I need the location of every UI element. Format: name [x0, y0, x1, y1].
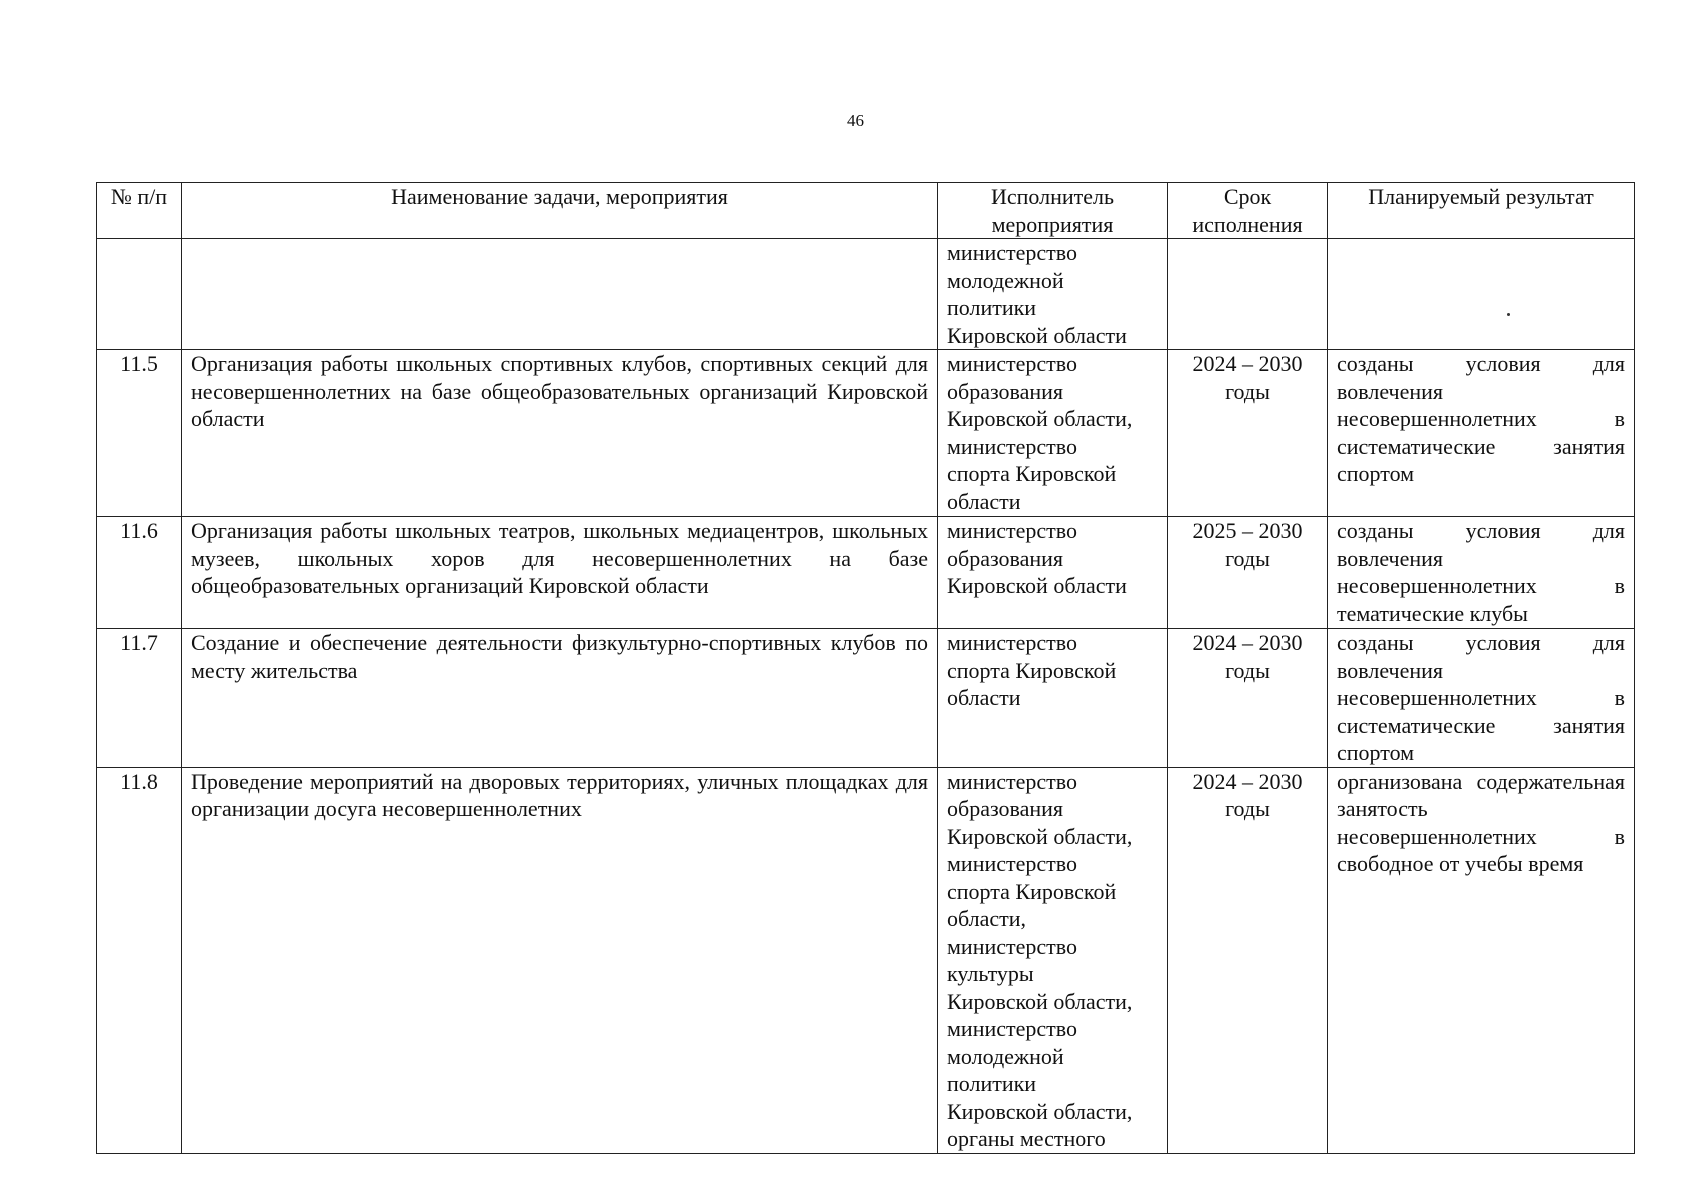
executor-line: образования: [947, 796, 1064, 821]
executor-line: политики: [947, 1071, 1037, 1096]
executor-line: министерство: [947, 433, 1078, 459]
table-row: [97, 767, 1635, 1153]
executor-line: министерство: [947, 851, 1078, 876]
row-executor: [938, 517, 1168, 629]
executor-line: культуры: [947, 961, 1034, 986]
executor-line: политики: [947, 295, 1037, 320]
executor-line: области: [947, 685, 1021, 710]
header-term: Срок исполнения: [1168, 183, 1328, 239]
executor-line: органы местного: [947, 1126, 1106, 1151]
executor-line: спорта Кировской: [947, 461, 1117, 486]
header-executor: Исполнитель мероприятия: [938, 183, 1168, 239]
row-task-name: Организация работы школьных театров, школьных медиацентров, школьных музеев, школьных хоров для несовершеннолетних на базе общеобразовательных организаций Кировской области: [182, 517, 938, 629]
row-result: организована содержательная занятость несовершеннолетних в свободное от учебы время: [1328, 767, 1635, 1153]
executor-line: министерство: [947, 768, 1078, 794]
executor-line: Кировской области,: [947, 1098, 1133, 1124]
row-task-name: Проведение мероприятий на дворовых территориях, уличных площадках для организации досуга несовершеннолетних: [182, 767, 938, 1153]
executor-line: Кировской области,: [947, 988, 1133, 1014]
measures-table: [96, 182, 1635, 1154]
row-term: 2025 – 2030 годы: [1168, 517, 1328, 629]
executor-line: области,: [947, 906, 1027, 931]
row-executor: [938, 629, 1168, 768]
row-term: 2024 – 2030 годы: [1168, 767, 1328, 1153]
header-task-name: Наименование задачи, мероприятия: [182, 183, 938, 239]
executor-line: образования: [947, 378, 1064, 404]
row-executor: [938, 767, 1168, 1153]
executor-line: Кировской области: [947, 322, 1127, 348]
row-executor: [938, 350, 1168, 517]
row-number: 11.6: [97, 517, 182, 629]
executor-line: спорта Кировской: [947, 878, 1117, 904]
executor-line: Кировской области,: [947, 406, 1133, 431]
executor-line: Кировской области: [947, 573, 1127, 598]
row-task-name: Создание и обеспечение деятельности физкультурно-спортивных клубов по месту жительства: [182, 629, 938, 768]
row-term: [1168, 239, 1328, 350]
page-number: 46: [847, 111, 864, 130]
table-row: [97, 239, 1635, 350]
table-header-row: [97, 183, 1635, 239]
executor-line: молодежной: [947, 1043, 1064, 1069]
executor-line: министерство: [947, 351, 1078, 376]
executor-line: министерство: [947, 630, 1078, 655]
executor-line: министерство: [947, 933, 1078, 959]
executor-line: области: [947, 488, 1021, 514]
row-term: 2024 – 2030 годы: [1168, 629, 1328, 768]
row-result: созданы условия для вовлечения несовершеннолетних в систематические занятия спортом: [1328, 629, 1635, 768]
executor-line: спорта Кировской: [947, 657, 1117, 683]
executor-line: образования: [947, 545, 1064, 571]
row-result: [1328, 239, 1635, 350]
row-task-name: [182, 239, 938, 350]
scan-speck: [1507, 313, 1510, 316]
executor-line: министерство: [947, 240, 1078, 265]
executor-line: министерство: [947, 518, 1078, 543]
header-result: Планируемый результат: [1328, 183, 1635, 239]
executor-line: министерство: [947, 1016, 1078, 1041]
row-number: [97, 239, 182, 350]
row-result: созданы условия для вовлечения несовершеннолетних в тематические клубы: [1328, 517, 1635, 629]
executor-line: Кировской области,: [947, 823, 1133, 849]
header-number: № п/п: [97, 183, 182, 239]
executor-line: молодежной: [947, 267, 1064, 293]
row-result: созданы условия для вовлечения несовершеннолетних в систематические занятия спортом: [1328, 350, 1635, 517]
row-number: 11.7: [97, 629, 182, 768]
row-executor: [938, 239, 1168, 350]
row-term: 2024 – 2030 годы: [1168, 350, 1328, 517]
table-row: [97, 629, 1635, 768]
row-number: 11.8: [97, 767, 182, 1153]
table-row: [97, 350, 1635, 517]
row-number: 11.5: [97, 350, 182, 517]
table-row: [97, 517, 1635, 629]
row-task-name: Организация работы школьных спортивных клубов, спортивных секций для несовершеннолетних на базе общеобразовательных организаций Кировской области: [182, 350, 938, 517]
